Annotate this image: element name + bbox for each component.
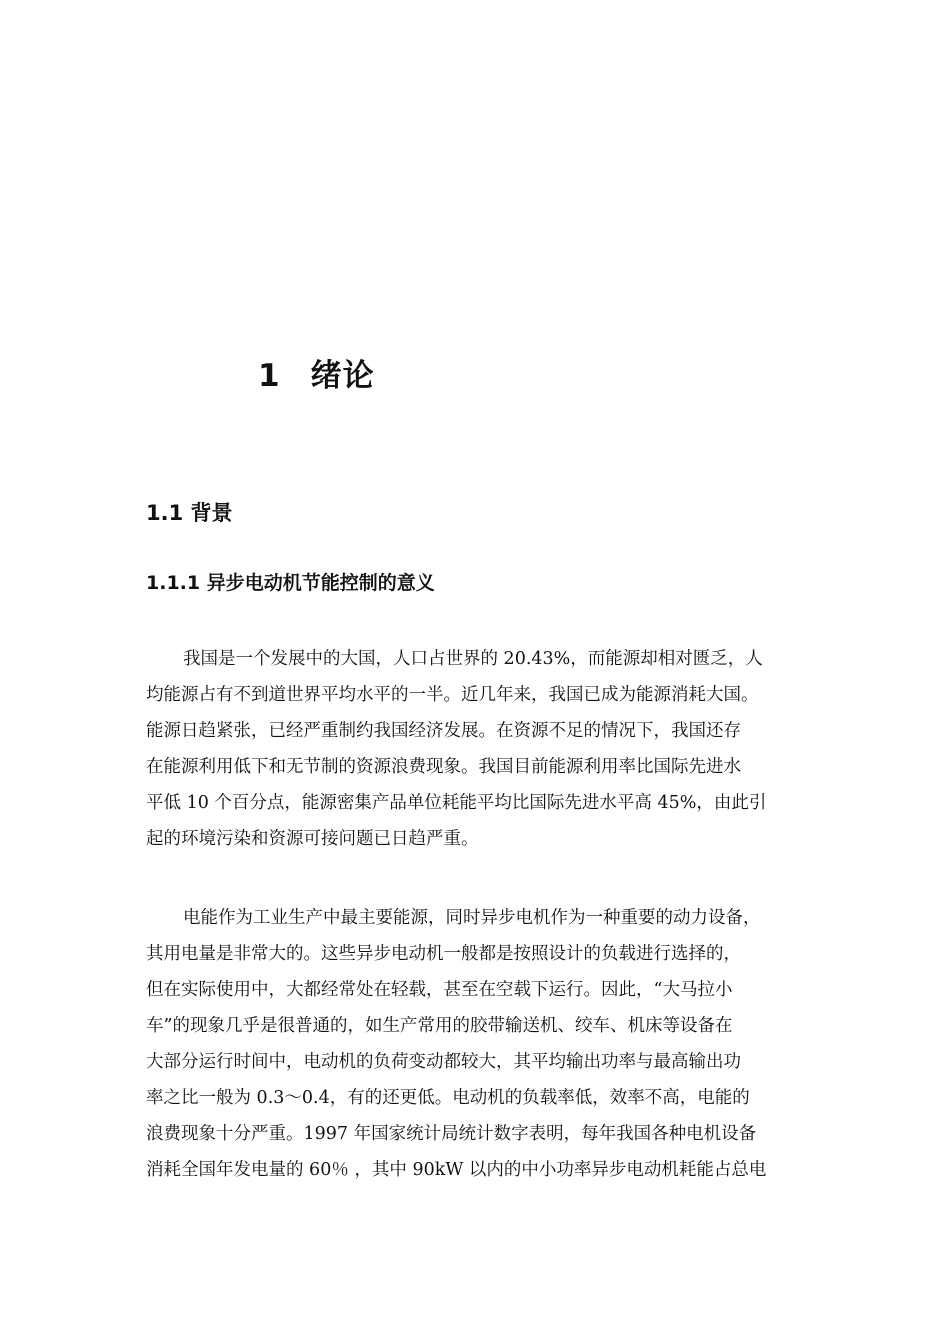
paragraph-line: 但在实际使用中，大都经常处在轻载，甚至在空载下运行。因此，“大马拉小 <box>146 980 733 1000</box>
paragraph-line: 浪费现象十分严重。1997 年国家统计局统计数字表明，每年我国各种电机设备 <box>146 1124 757 1144</box>
paragraph-line: 均能源占有不到道世界平均水平的一半。近几年来，我国已成为能源消耗大国。 <box>146 685 759 705</box>
chapter-title: 绪论 <box>310 358 375 394</box>
paragraph-line: 平低 10 个百分点，能源密集产品单位耗能平均比国际先进水平高 45%，由此引 <box>146 793 767 813</box>
paragraph-line: 率之比一般为 0.3～0.4，有的还更低。电动机的负载率低，效率不高，电能的 <box>146 1088 750 1108</box>
paragraph-2 <box>146 900 836 1188</box>
chapter-heading <box>258 350 375 395</box>
paragraph-line: 电能作为工业生产中最主要能源，同时异步电机作为一种重要的动力设备， <box>183 908 761 928</box>
paragraph-line: 大部分运行时间中，电动机的负荷变动都较大，其平均输出功率与最高输出功 <box>146 1052 741 1072</box>
paragraph-line: 能源日趋紧张，已经严重制约我国经济发展。在资源不足的情况下，我国还存 <box>146 721 741 741</box>
paragraph-line: 在能源利用低下和无节制的资源浪费现象。我国目前能源利用率比国际先进水 <box>146 757 741 777</box>
subsection-heading: 1.1.1 异步电动机节能控制的意义 <box>146 572 435 594</box>
paragraph-line: 起的环境污染和资源可接问题已日趋严重。 <box>146 829 479 849</box>
section-heading: 1.1 背景 <box>146 501 233 525</box>
paragraph-line: 我国是一个发展中的大国，人口占世界的 20.43%，而能源却相对匮乏，人 <box>183 649 763 669</box>
chapter-number: 1 <box>258 358 281 394</box>
paragraph-1 <box>146 641 836 857</box>
paragraph-line: 消耗全国年发电量的 60％ ，其中 90kW 以内的中小功率异步电动机耗能占总电 <box>146 1160 767 1180</box>
paragraph-line: 其用电量是非常大的。这些异步电动机一般都是按照设计的负载进行选择的， <box>146 944 741 964</box>
paragraph-line: 车”的现象几乎是很普通的，如生产常用的胶带输送机、绞车、机床等设备在 <box>146 1016 733 1036</box>
